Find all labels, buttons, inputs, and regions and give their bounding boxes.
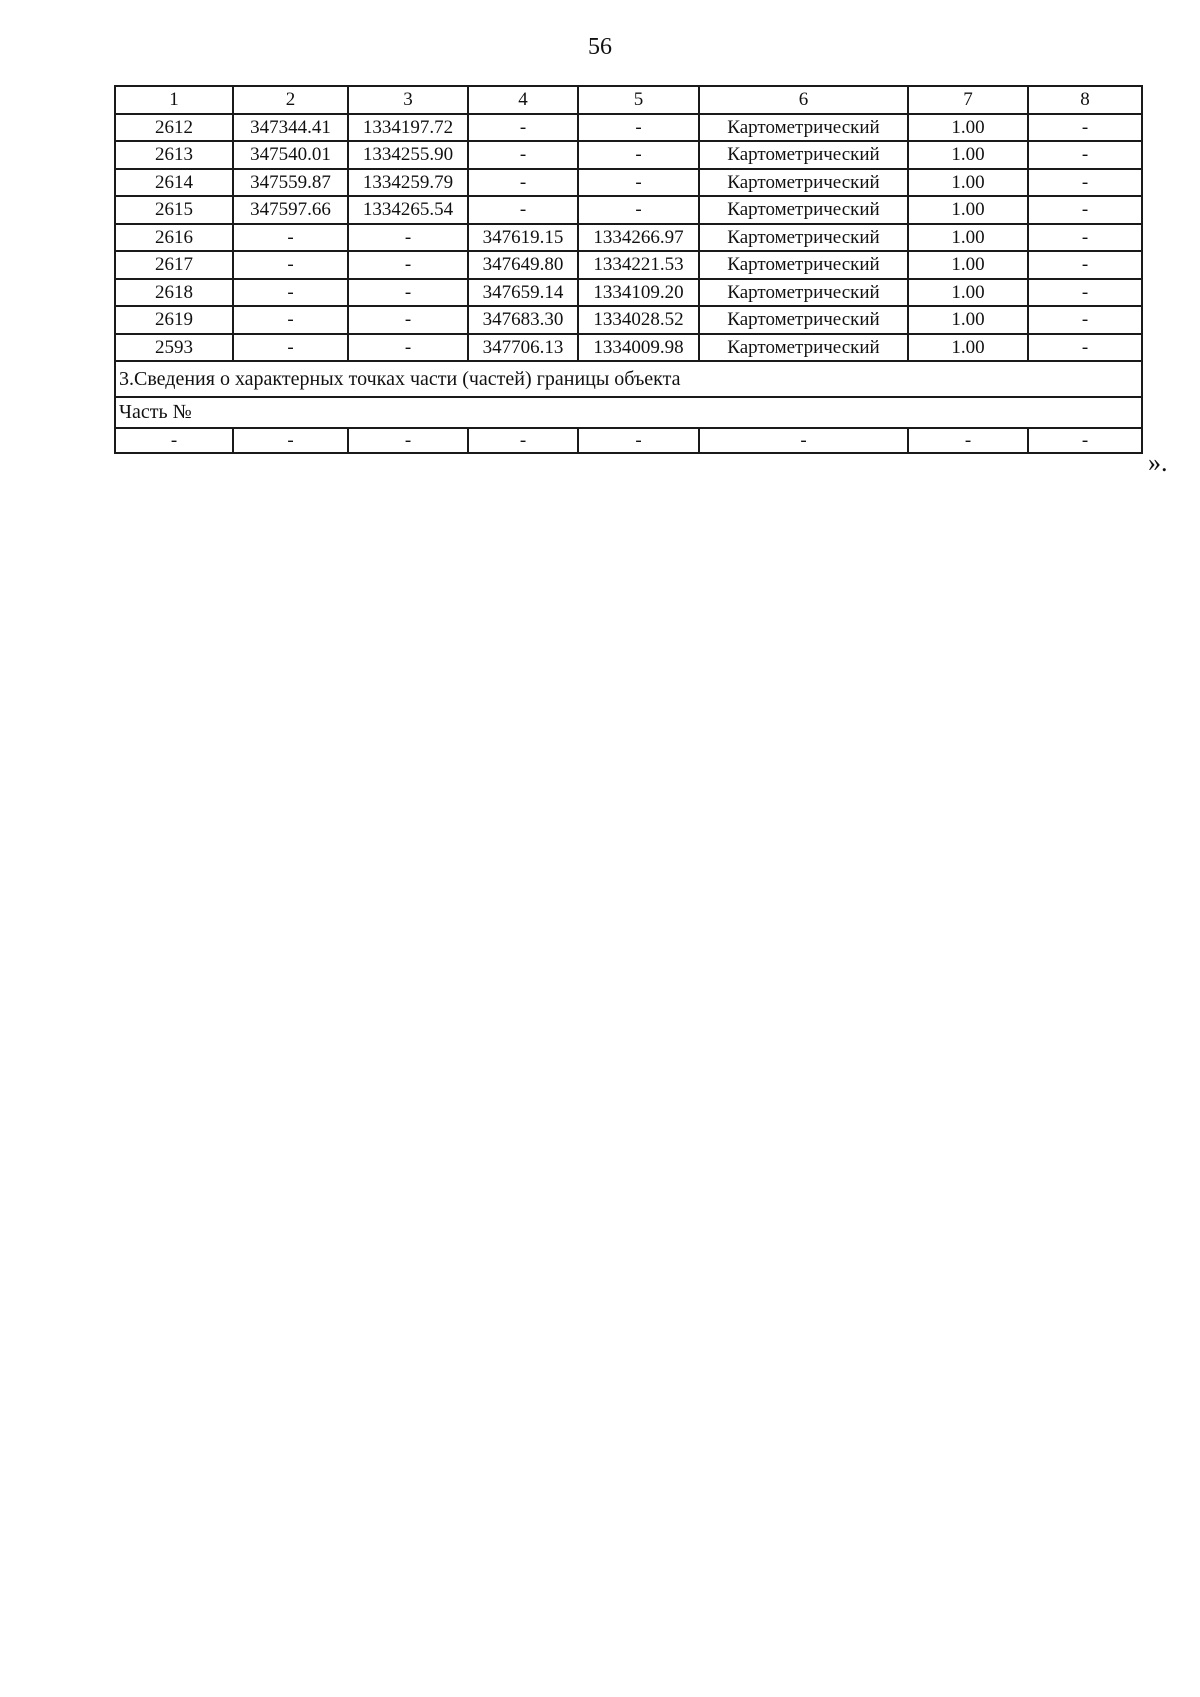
empty-cell: -	[233, 428, 348, 453]
accuracy-cell: 1.00	[908, 114, 1028, 142]
point-number-cell: 2593	[115, 334, 233, 362]
empty-cell: -	[699, 428, 908, 453]
table-row	[115, 251, 1142, 279]
description-cell: -	[1028, 306, 1142, 334]
y-coordinate-old-cell: 1334259.79	[348, 169, 468, 197]
accuracy-cell: 1.00	[908, 334, 1028, 362]
accuracy-cell: 1.00	[908, 224, 1028, 252]
x-coordinate-old-cell: 347344.41	[233, 114, 348, 142]
empty-cell: -	[348, 428, 468, 453]
point-number-cell: 2615	[115, 196, 233, 224]
point-number-cell: 2614	[115, 169, 233, 197]
point-number-cell: 2619	[115, 306, 233, 334]
y-coordinate-new-cell: -	[578, 196, 699, 224]
x-coordinate-old-cell: 347540.01	[233, 141, 348, 169]
point-number-cell: 2618	[115, 279, 233, 307]
y-coordinate-new-cell: 1334221.53	[578, 251, 699, 279]
table-row	[115, 141, 1142, 169]
point-number-cell: 2612	[115, 114, 233, 142]
column-number-3: 3	[348, 86, 468, 114]
x-coordinate-new-cell: -	[468, 141, 578, 169]
method-cell: Картометрический	[699, 279, 908, 307]
table-row	[115, 306, 1142, 334]
point-number-cell: 2617	[115, 251, 233, 279]
y-coordinate-new-cell: 1334109.20	[578, 279, 699, 307]
x-coordinate-old-cell: 347559.87	[233, 169, 348, 197]
x-coordinate-new-cell: 347619.15	[468, 224, 578, 252]
empty-cell: -	[115, 428, 233, 453]
accuracy-cell: 1.00	[908, 141, 1028, 169]
x-coordinate-new-cell: -	[468, 169, 578, 197]
description-cell: -	[1028, 114, 1142, 142]
method-cell: Картометрический	[699, 169, 908, 197]
accuracy-cell: 1.00	[908, 279, 1028, 307]
accuracy-cell: 1.00	[908, 196, 1028, 224]
column-number-5: 5	[578, 86, 699, 114]
y-coordinate-old-cell: 1334197.72	[348, 114, 468, 142]
accuracy-cell: 1.00	[908, 306, 1028, 334]
x-coordinate-old-cell: -	[233, 334, 348, 362]
x-coordinate-new-cell: 347659.14	[468, 279, 578, 307]
x-coordinate-new-cell: -	[468, 114, 578, 142]
description-cell: -	[1028, 334, 1142, 362]
y-coordinate-new-cell: 1334266.97	[578, 224, 699, 252]
point-number-cell: 2613	[115, 141, 233, 169]
table-body	[115, 86, 1142, 453]
x-coordinate-old-cell: -	[233, 251, 348, 279]
description-cell: -	[1028, 196, 1142, 224]
accuracy-cell: 1.00	[908, 251, 1028, 279]
empty-cell: -	[468, 428, 578, 453]
description-cell: -	[1028, 141, 1142, 169]
table-row	[115, 196, 1142, 224]
page-number: 56	[588, 34, 612, 60]
y-coordinate-new-cell: -	[578, 114, 699, 142]
x-coordinate-old-cell: -	[233, 279, 348, 307]
part-row	[115, 397, 1142, 428]
section-title-row	[115, 361, 1142, 397]
column-number-1: 1	[115, 86, 233, 114]
coordinates-table	[114, 85, 1143, 454]
y-coordinate-old-cell: -	[348, 306, 468, 334]
y-coordinate-old-cell: -	[348, 279, 468, 307]
y-coordinate-old-cell: 1334255.90	[348, 141, 468, 169]
coordinates-table-wrapper	[114, 85, 1141, 454]
table-row	[115, 279, 1142, 307]
empty-cell: -	[578, 428, 699, 453]
table-row	[115, 114, 1142, 142]
y-coordinate-old-cell: -	[348, 334, 468, 362]
x-coordinate-new-cell: 347683.30	[468, 306, 578, 334]
empty-cell: -	[1028, 428, 1142, 453]
method-cell: Картометрический	[699, 224, 908, 252]
part-label: Часть №	[115, 397, 1142, 428]
y-coordinate-old-cell: -	[348, 224, 468, 252]
x-coordinate-old-cell: 347597.66	[233, 196, 348, 224]
column-number-8: 8	[1028, 86, 1142, 114]
section-title: 3.Сведения о характерных точках части (частей) границы объекта	[115, 361, 1142, 397]
y-coordinate-new-cell: 1334028.52	[578, 306, 699, 334]
method-cell: Картометрический	[699, 251, 908, 279]
empty-part-row	[115, 428, 1142, 453]
y-coordinate-old-cell: -	[348, 251, 468, 279]
y-coordinate-new-cell: 1334009.98	[578, 334, 699, 362]
table-row	[115, 334, 1142, 362]
description-cell: -	[1028, 169, 1142, 197]
column-number-4: 4	[468, 86, 578, 114]
method-cell: Картометрический	[699, 196, 908, 224]
y-coordinate-old-cell: 1334265.54	[348, 196, 468, 224]
description-cell: -	[1028, 251, 1142, 279]
point-number-cell: 2616	[115, 224, 233, 252]
y-coordinate-new-cell: -	[578, 169, 699, 197]
x-coordinate-new-cell: -	[468, 196, 578, 224]
method-cell: Картометрический	[699, 306, 908, 334]
column-number-7: 7	[908, 86, 1028, 114]
x-coordinate-new-cell: 347706.13	[468, 334, 578, 362]
method-cell: Картометрический	[699, 114, 908, 142]
table-row	[115, 169, 1142, 197]
closing-quote: ».	[1148, 448, 1168, 477]
method-cell: Картометрический	[699, 334, 908, 362]
x-coordinate-old-cell: -	[233, 306, 348, 334]
column-number-6: 6	[699, 86, 908, 114]
method-cell: Картометрический	[699, 141, 908, 169]
x-coordinate-old-cell: -	[233, 224, 348, 252]
x-coordinate-new-cell: 347649.80	[468, 251, 578, 279]
description-cell: -	[1028, 279, 1142, 307]
table-row	[115, 224, 1142, 252]
description-cell: -	[1028, 224, 1142, 252]
empty-cell: -	[908, 428, 1028, 453]
table-header-row	[115, 86, 1142, 114]
accuracy-cell: 1.00	[908, 169, 1028, 197]
column-number-2: 2	[233, 86, 348, 114]
y-coordinate-new-cell: -	[578, 141, 699, 169]
